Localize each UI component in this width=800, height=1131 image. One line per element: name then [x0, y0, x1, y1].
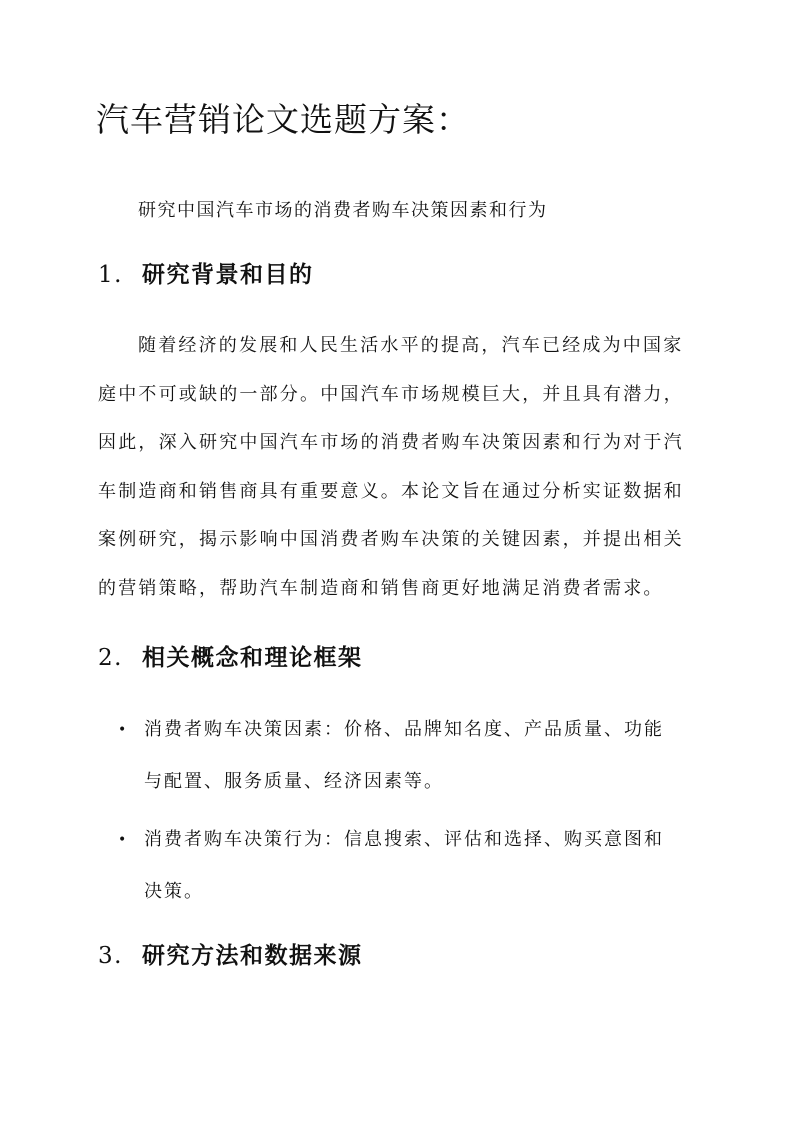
section-1-paragraph — [98, 322, 708, 614]
bullet-line: 消费者购车决策行为：信息搜索、评估和选择、购买意图和 — [144, 829, 664, 850]
paragraph-line: 案例研究，揭示影响中国消费者购车决策的关键因素，并提出相关 — [98, 529, 684, 551]
paragraph-line: 因此，深入研究中国汽车市场的消费者购车决策因素和行为对于汽 — [98, 432, 684, 454]
bullet-marker: • — [118, 722, 127, 738]
section-number: 2. — [98, 645, 123, 671]
bullet-line: 决策。 — [144, 881, 204, 902]
section-title: 相关概念和理论框架 — [142, 644, 363, 671]
paragraph-line: 随着经济的发展和人民生活水平的提高，汽车已经成为中国家 — [138, 335, 684, 356]
bullet-text — [144, 814, 664, 918]
section-number: 3. — [98, 943, 123, 969]
paragraph-line: 的营销策略，帮助汽车制造商和销售商更好地满足消费者需求。 — [98, 577, 664, 599]
section-heading-1 — [98, 256, 314, 289]
bullet-text — [144, 704, 664, 808]
bullet-line: 消费者购车决策因素：价格、品牌知名度、产品质量、功能 — [144, 719, 664, 740]
document-title: 汽车营销论文选题方案： — [96, 100, 470, 139]
bullet-line: 与配置、服务质量、经济因素等。 — [144, 771, 444, 792]
bullet-marker: • — [118, 832, 127, 848]
section-heading-3 — [98, 937, 363, 970]
paragraph-line: 车制造商和销售商具有重要意义。本论文旨在通过分析实证数据和 — [98, 480, 684, 502]
section-number: 1. — [98, 262, 123, 288]
section-title: 研究背景和目的 — [142, 261, 314, 288]
section-title: 研究方法和数据来源 — [142, 942, 363, 969]
paragraph-line: 庭中不可或缺的一部分。中国汽车市场规模巨大，并且具有潜力， — [98, 383, 684, 405]
section-heading-2 — [98, 639, 363, 672]
document-subtitle: 研究中国汽车市场的消费者购车决策因素和行为 — [138, 200, 548, 221]
